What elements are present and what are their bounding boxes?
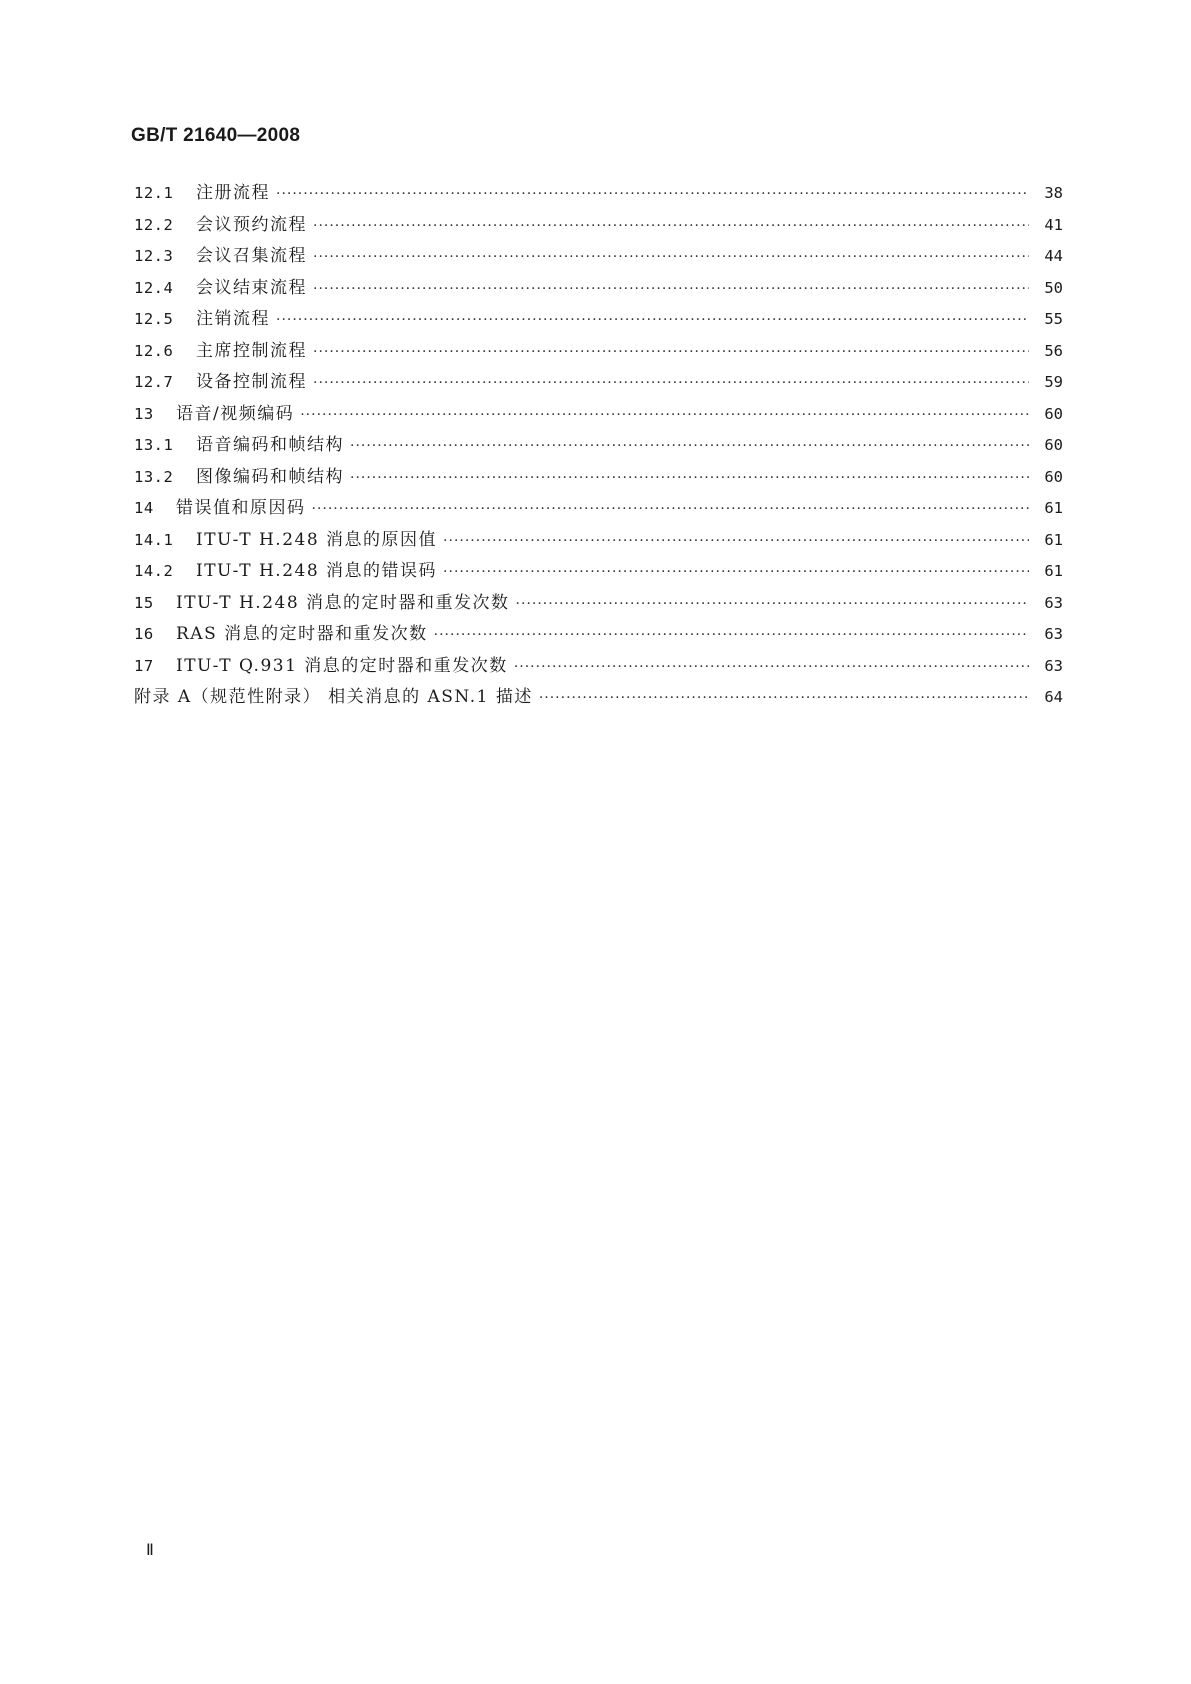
toc-entry-page: 63 <box>1044 625 1063 643</box>
toc-entry-title: 错误值和原因码 <box>176 498 306 518</box>
toc-entry-title: 附录 A（规范性附录） 相关消息的 ASN.1 描述 <box>134 687 533 707</box>
toc-entry-page: 60 <box>1044 467 1063 486</box>
toc-entry-number: 12.2 <box>134 215 174 234</box>
toc-entry[interactable] <box>134 367 1063 399</box>
toc-entry-number: 14.2 <box>134 562 174 580</box>
toc-entry-number: 14.1 <box>134 530 174 549</box>
toc-entry[interactable] <box>134 178 1063 210</box>
toc-entry-number: 12.3 <box>134 247 174 265</box>
toc-entry-page: 55 <box>1044 310 1063 328</box>
toc-entry-title: 会议结束流程 <box>196 277 307 298</box>
toc-entry-title: ITU-T H.248 消息的错误码 <box>196 561 438 581</box>
toc-entry-number: 14 <box>134 499 154 517</box>
toc-entry-number: 12.6 <box>134 341 174 360</box>
toc-entry[interactable] <box>134 588 1063 620</box>
toc-entry-number: 12.4 <box>134 278 174 297</box>
toc-entry[interactable] <box>134 210 1063 242</box>
toc-dot-leader <box>350 431 1029 463</box>
standard-number: GB/T 21640—2008 <box>131 125 301 146</box>
toc-entry-page: 60 <box>1044 436 1063 454</box>
toc-entry-title: RAS 消息的定时器和重发次数 <box>176 624 428 644</box>
toc-entry-title: ITU-T Q.931 消息的定时器和重发次数 <box>176 655 508 676</box>
toc-entry-title: 注册流程 <box>196 183 270 203</box>
toc-dot-leader <box>300 400 1029 432</box>
toc-dot-leader <box>539 683 1029 715</box>
toc-entry-number: 12.5 <box>134 310 174 328</box>
toc-entry[interactable] <box>134 336 1063 368</box>
toc-dot-leader <box>443 526 1029 558</box>
toc-entry-number: 13.2 <box>134 467 174 486</box>
toc-entry[interactable] <box>134 304 1063 336</box>
toc-entry-number: 13.1 <box>134 436 174 454</box>
toc-entry-page: 63 <box>1044 593 1063 612</box>
toc-entry-title: 注销流程 <box>196 309 270 329</box>
toc-entry-page: 61 <box>1044 562 1063 580</box>
toc-entry[interactable] <box>134 525 1063 557</box>
toc-entry-page: 38 <box>1044 184 1063 202</box>
toc-entry-page: 60 <box>1044 404 1063 423</box>
toc-dot-leader <box>276 179 1029 211</box>
toc-entry-number: 12.1 <box>134 184 174 202</box>
toc-entry[interactable] <box>134 651 1063 683</box>
toc-entry-number: 13 <box>134 404 154 423</box>
toc-entry[interactable] <box>134 241 1063 273</box>
toc-dot-leader <box>443 557 1029 589</box>
toc-entry-title: 语音编码和帧结构 <box>196 435 344 455</box>
toc-entry-page: 56 <box>1044 341 1063 360</box>
toc-entry[interactable] <box>134 462 1063 494</box>
toc-entry-number: 17 <box>134 656 154 675</box>
toc-dot-leader <box>313 337 1029 369</box>
toc-entry-page: 41 <box>1044 215 1063 234</box>
toc-entry-title: ITU-T H.248 消息的定时器和重发次数 <box>176 592 510 613</box>
toc-entry-title: 语音/视频编码 <box>176 403 295 424</box>
toc-entry-page: 44 <box>1044 247 1063 265</box>
toc-dot-leader <box>276 305 1029 337</box>
toc-dot-leader <box>350 463 1029 495</box>
toc-entry-title: 会议召集流程 <box>196 246 307 266</box>
toc-entry-number: 15 <box>134 593 154 612</box>
toc-entry-number: 16 <box>134 625 154 643</box>
toc-dot-leader <box>516 589 1029 621</box>
toc-entry-page: 59 <box>1044 373 1063 391</box>
toc-entry-page: 61 <box>1044 499 1063 517</box>
toc-dot-leader <box>514 652 1029 684</box>
toc-entry-title: 主席控制流程 <box>196 340 307 361</box>
toc-entry-title: ITU-T H.248 消息的原因值 <box>196 529 438 550</box>
table-of-contents <box>134 178 1063 714</box>
toc-entry[interactable] <box>134 273 1063 305</box>
toc-entry-page: 63 <box>1044 656 1063 675</box>
toc-entry[interactable] <box>134 556 1063 588</box>
toc-entry-number: 12.7 <box>134 373 174 391</box>
toc-dot-leader <box>434 620 1029 652</box>
toc-dot-leader <box>313 242 1029 274</box>
toc-entry[interactable] <box>134 619 1063 651</box>
toc-entry[interactable] <box>134 682 1063 714</box>
toc-dot-leader <box>312 494 1030 526</box>
toc-entry-page: 61 <box>1044 530 1063 549</box>
toc-dot-leader <box>313 368 1029 400</box>
toc-entry[interactable] <box>134 493 1063 525</box>
toc-dot-leader <box>313 211 1029 243</box>
page-number: Ⅱ <box>146 1542 154 1559</box>
toc-entry[interactable] <box>134 399 1063 431</box>
toc-entry-title: 图像编码和帧结构 <box>196 466 344 487</box>
toc-entry-title: 设备控制流程 <box>196 372 307 392</box>
toc-entry[interactable] <box>134 430 1063 462</box>
toc-entry-title: 会议预约流程 <box>196 214 307 235</box>
toc-entry-page: 64 <box>1044 688 1063 706</box>
toc-entry-page: 50 <box>1044 278 1063 297</box>
toc-dot-leader <box>313 274 1029 306</box>
